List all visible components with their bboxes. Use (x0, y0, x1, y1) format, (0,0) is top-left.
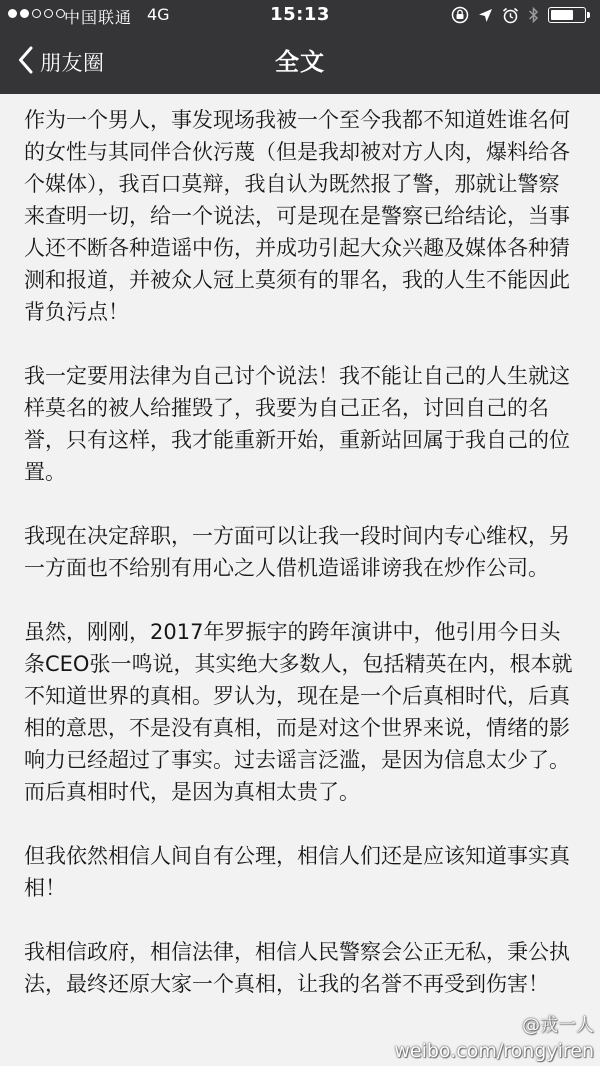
article-paragraph: 虽然，刚刚，2017年罗振宇的跨年演讲中，他引用今日头条CEO张一鸣说，其实绝大多数人，包括精英在内，根本就不知道世界的真相。罗认为，现在是一个后真相时代，后真相的意思，不是没有真相，而是对这个世界来说，情绪的影响力已经超过了事实。过去谣言泛滥，是因为信息太少了。而后真相时代，是因为真相太贵了。 (24, 620, 573, 804)
article-paragraph: 作为一个男人，事发现场我被一个至今我都不知道姓谁名何的女性与其同伴合伙污蔑（但是我却被对方人肉，爆料给各个媒体），我百口莫辩，我自认为既然报了警，那就让警察来查明一切，给一个说法，可是现在是警察已给结论，当事人还不断各种造谣中伤，并成功引起大众兴趣及媒体各种猜测和报道，并被众人冠上莫须有的罪名，我的人生不能因此背负污点！ (24, 108, 570, 324)
watermark-url: weibo.com/rongyiren (394, 1040, 594, 1062)
navigation-bar (0, 30, 600, 94)
article-paragraph: 我相信政府，相信法律，相信人民警察会公正无私，秉公执法，最终还原大家一个真相，让我的名誉不再受到伤害！ (24, 940, 570, 996)
status-time: 15:13 (270, 4, 330, 25)
orientation-lock-icon (451, 6, 469, 24)
article-paragraph: 我现在决定辞职，一方面可以让我一段时间内专心维权，另一方面也不给别有用心之人借机造谣诽谤我在炒作公司。 (24, 524, 570, 580)
bluetooth-icon (528, 6, 539, 24)
article-paragraph: 但我依然相信人间自有公理，相信人们还是应该知道事实真相！ (24, 844, 570, 900)
watermark-user: @戎一人 (522, 1015, 594, 1036)
weibo-watermark (394, 1014, 594, 1064)
status-icons (451, 5, 590, 25)
carrier-name: 中国联通 (64, 8, 133, 27)
battery-icon (548, 7, 590, 23)
alarm-clock-icon (502, 7, 519, 24)
battery-level (551, 10, 573, 20)
article-paragraph: 我一定要用法律为自己讨个说法！我不能让自己的人生就这样莫名的被人给摧毁了，我要为自己正名，讨回自己的名誉，只有这样，我才能重新开始，重新站回属于我自己的位置。 (24, 364, 570, 484)
article-body (0, 94, 600, 1032)
status-bar (0, 0, 600, 30)
network-type: 4G (147, 5, 170, 24)
location-arrow-icon (478, 8, 493, 23)
page-title: 全文 (275, 48, 325, 76)
back-label: 朋友圈 (40, 51, 105, 75)
